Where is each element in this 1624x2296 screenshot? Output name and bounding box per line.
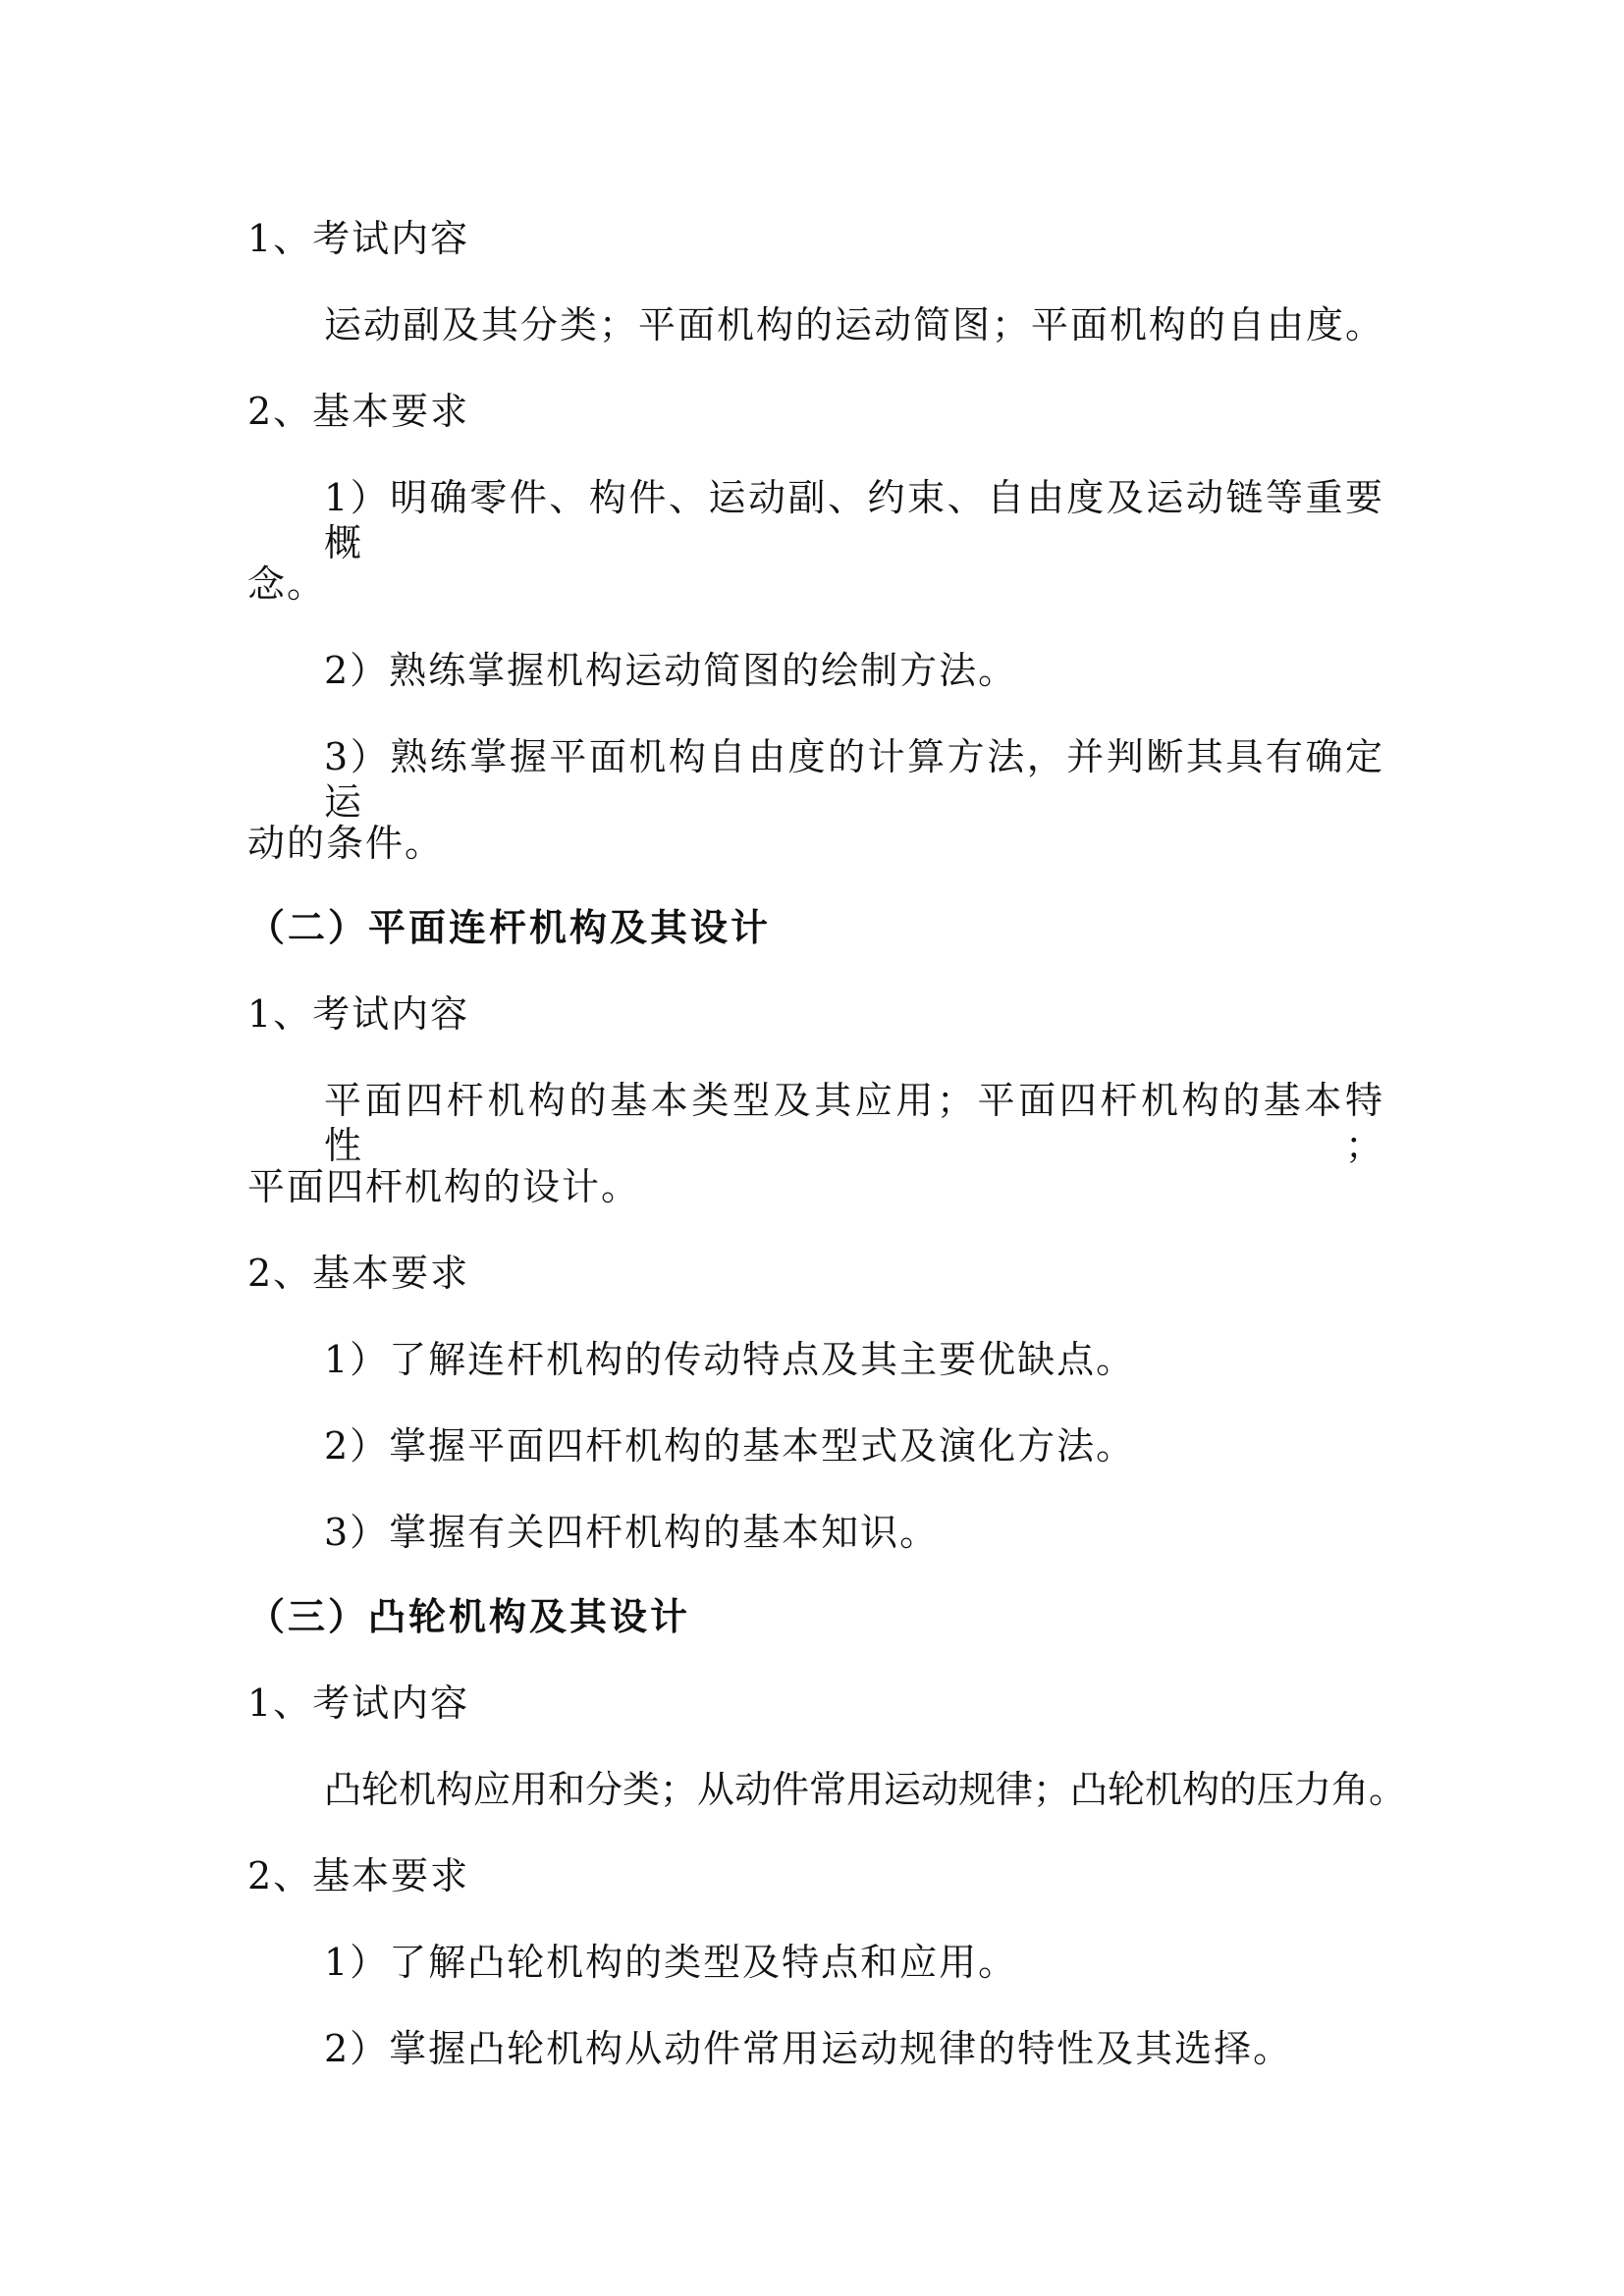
section-title: （二）平面连杆机构及其设计 [247,906,772,949]
requirement-item: 1）了解连杆机构的传动特点及其主要优缺点。 [324,1338,1136,1381]
requirement-item-continuation: 念。 [247,562,327,606]
exam-content-heading: 1、考试内容 [247,217,470,260]
section-title: （三）凸轮机构及其设计 [247,1595,691,1638]
requirement-item: 2）熟练掌握机构运动简图的绘制方法。 [324,649,1018,692]
requirement-item: 2）掌握平面四杆机构的基本型式及演化方法。 [324,1424,1136,1468]
basic-requirements-heading: 2、基本要求 [247,1252,470,1295]
requirement-item: 1）明确零件、构件、运动副、约束、自由度及运动链等重要概 [324,476,1384,564]
requirement-item: 3）熟练掌握平面机构自由度的计算方法，并判断其具有确定运 [324,735,1384,824]
requirement-item-continuation: 动的条件。 [247,822,445,865]
basic-requirements-heading: 2、基本要求 [247,1854,470,1897]
exam-content-text: 运动副及其分类；平面机构的运动简图；平面机构的自由度。 [324,303,1385,347]
requirement-item: 2）掌握凸轮机构从动件常用运动规律的特性及其选择。 [324,2027,1293,2070]
exam-content-heading: 1、考试内容 [247,992,470,1036]
requirement-item: 1）了解凸轮机构的类型及特点和应用。 [324,1941,1018,1984]
basic-requirements-heading: 2、基本要求 [247,390,470,433]
exam-content-text: 凸轮机构应用和分类；从动件常用运动规律；凸轮机构的压力角。 [324,1768,1407,1811]
requirement-item: 3）掌握有关四杆机构的基本知识。 [324,1511,940,1554]
exam-content-text: 平面四杆机构的基本类型及其应用；平面四杆机构的基本特性； [324,1079,1384,1167]
exam-content-heading: 1、考试内容 [247,1682,470,1725]
exam-content-text-continuation: 平面四杆机构的设计。 [247,1165,641,1208]
